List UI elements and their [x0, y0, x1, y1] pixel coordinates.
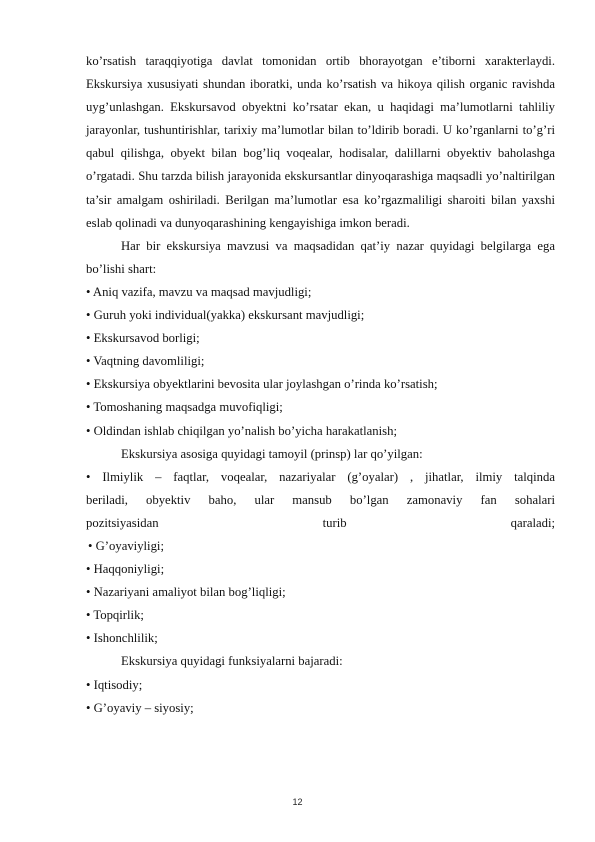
list-item: • Vaqtning davomliligi; — [86, 354, 205, 369]
list-functions — [86, 674, 555, 720]
list-item: • G’oyaviy – siyosiy; — [86, 700, 194, 715]
list-item: • Haqqoniyligi; — [86, 562, 165, 577]
list-item: • Ekskursavod borligi; — [86, 331, 200, 346]
paragraph-mandatory-signs-intro: Har bir ekskursiya mavzusi va maqsadidan qat’iy nazar quyidagi belgilarga ega bo’lishi shart: — [86, 238, 555, 276]
principle-scientific-line: beriladi, obyektiv baho, ular mansub bo’lgan zamonaviy fan sohalari — [86, 492, 555, 507]
list-item: • Topqirlik; — [86, 608, 144, 623]
list-principles — [86, 535, 555, 650]
paragraph-principles-intro: Ekskursiya asosiga quyidagi tamoyil (prinsp) lar qo’yilgan: — [121, 446, 423, 461]
list-item: • Ishonchlilik; — [86, 631, 158, 646]
document-page — [86, 50, 555, 720]
list-item: • Guruh yoki individual(yakka) ekskursant mavjudligi; — [86, 308, 365, 323]
list-item: • Aniq vazifa, mavzu va maqsad mavjudligi; — [86, 284, 312, 299]
principle-scientific — [86, 466, 555, 535]
list-item: • Tomoshaning maqsadga muvofiqligi; — [86, 400, 283, 415]
list-item: • Oldindan ishlab chiqilgan yo’nalish bo’yicha harakatlanish; — [86, 423, 397, 438]
principle-scientific-line: pozitsiyasidan turib qaraladi; — [86, 515, 555, 530]
page-number: 12 — [292, 797, 303, 807]
list-item: • G’oyaviyligi; — [88, 538, 164, 553]
paragraph-excursion-features: ko’rsatish taraqqiyotiga davlat tomonidan ortib bhorayotgan e’tiborni xarakterlaydi. Ekskursiya xususiyati shundan iboratki, unda ko’rsatish va hikoya qilish organic ravishda uyg’unlashgan. Ekskursavod obyektni ko’rsatar ekan, u haqidagi ma’lumotlarni tahliliy jarayonlar, tushuntirishlar, tarixiy ma’lumotlar bilan to’ldirib boradi. U ko’rganlarni to’g’ri qabul qilishga, obyekt bilan bog’liq voqealar, hodisalar, dalillarni obyektiv baholashga o’rgatadi. Shu tarzda bilish jarayonida ekskursantlar dinyoqarashiga maqsadli yo’naltirilgan ta’sir amalgam oshiriladi. Berilgan ma’lumotlar esa ko’rgazmaliligi sharoiti bilan yaxshi eslab qolinadi va dunyoqarashining kengayishiga imkon beradi. — [86, 54, 555, 230]
list-item: • Nazariyani amaliyot bilan bog’liqligi; — [86, 585, 286, 600]
list-mandatory-signs — [86, 281, 555, 443]
principle-scientific-line: • Ilmiylik – faqtlar, voqealar, nazariyalar (g’oyalar) , jihatlar, ilmiy talqinda — [86, 469, 555, 484]
list-item: • Ekskursiya obyektlarini bevosita ular joylashgan o’rinda ko’rsatish; — [86, 377, 438, 392]
list-item: • Iqtisodiy; — [86, 677, 143, 692]
paragraph-functions-intro: Ekskursiya quyidagi funksiyalarni bajaradi: — [121, 654, 343, 669]
